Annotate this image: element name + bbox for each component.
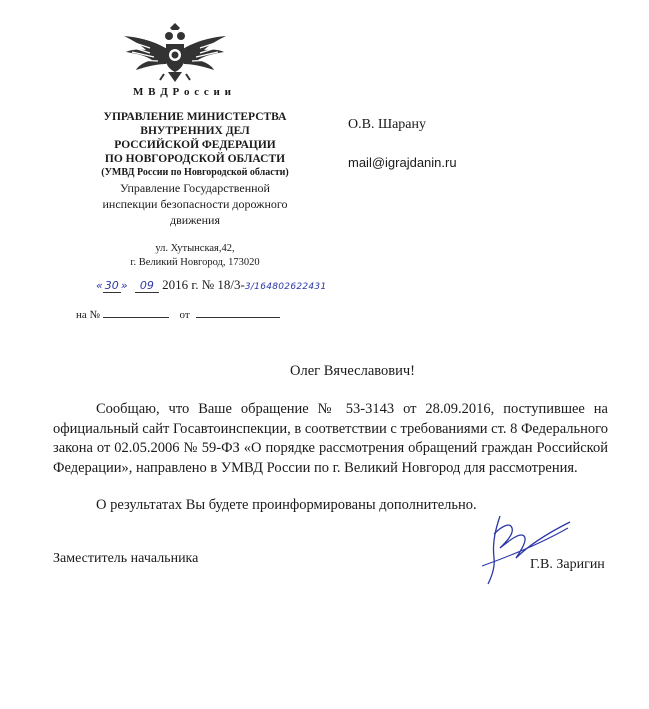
open-quote: « [96,279,103,292]
close-quote: » [120,279,128,292]
salutation: Олег Вячеславович! [290,363,415,379]
dept-line: инспекции безопасности дорожного [102,197,288,211]
recipient-email: mail@igrajdanin.ru [348,155,457,170]
agency-name: М В Д Р о с с и и [133,86,232,98]
org-line: ПО НОВГОРОДСКОЙ ОБЛАСТИ [104,153,286,165]
handwritten-signature-icon [470,508,575,588]
reply-date-blank [196,307,280,318]
dept-line: движения [169,213,220,227]
month-value: 09 [139,279,154,292]
body-paragraph: Сообщаю, что Ваше обращение № 53-3143 от 28.09.2016, поступившее на официальный сайт Госавтоинспекции, в соответствии с требованиями ст. 8 Федерального закона от 02.05.2006 № 59-ФЗ «О порядке рассмотрения обращений граждан Российской Федерации», направлено в УМВД России по г. Великий Новгород для рассмотрения. [53,401,608,476]
reply-date-label: от [179,309,190,321]
body-text [53,400,608,478]
reply-number-label: на № [76,309,101,321]
dept-line: Управление Государственной [120,181,270,195]
org-line: РОССИЙСКОЙ ФЕДЕРАЦИИ [114,139,276,151]
double-headed-eagle-emblem-icon [120,22,230,84]
signer-name: Г.В. Заригин [530,557,605,572]
reply-reference [76,307,280,321]
address-line: ул. Хутынская,42, [155,243,235,254]
year-and-number-prefix: 2016 г. № 18/3- [162,277,245,292]
recipient-name: О.В. Шарану [348,117,426,132]
outcome-sentence: О результатах Вы будете проинформированы дополнительно. [96,497,477,513]
org-line: УПРАВЛЕНИЕ МИНИСТЕРСТВА [103,111,287,123]
outgoing-number: 3/164802622431 [244,282,327,292]
outgoing-date-number [96,277,326,293]
signer-title: Заместитель начальника [53,551,199,566]
recipient-block [348,116,457,172]
reply-number-blank [103,307,169,318]
address-line: г. Великий Новгород, 173020 [130,257,260,268]
org-line: ВНУТРЕННИХ ДЕЛ [140,125,250,137]
day-value: 30 [104,279,119,292]
org-short-name: (УМВД России по Новгородской области) [101,167,289,178]
sender-address [70,242,320,270]
sender-block [70,110,320,270]
